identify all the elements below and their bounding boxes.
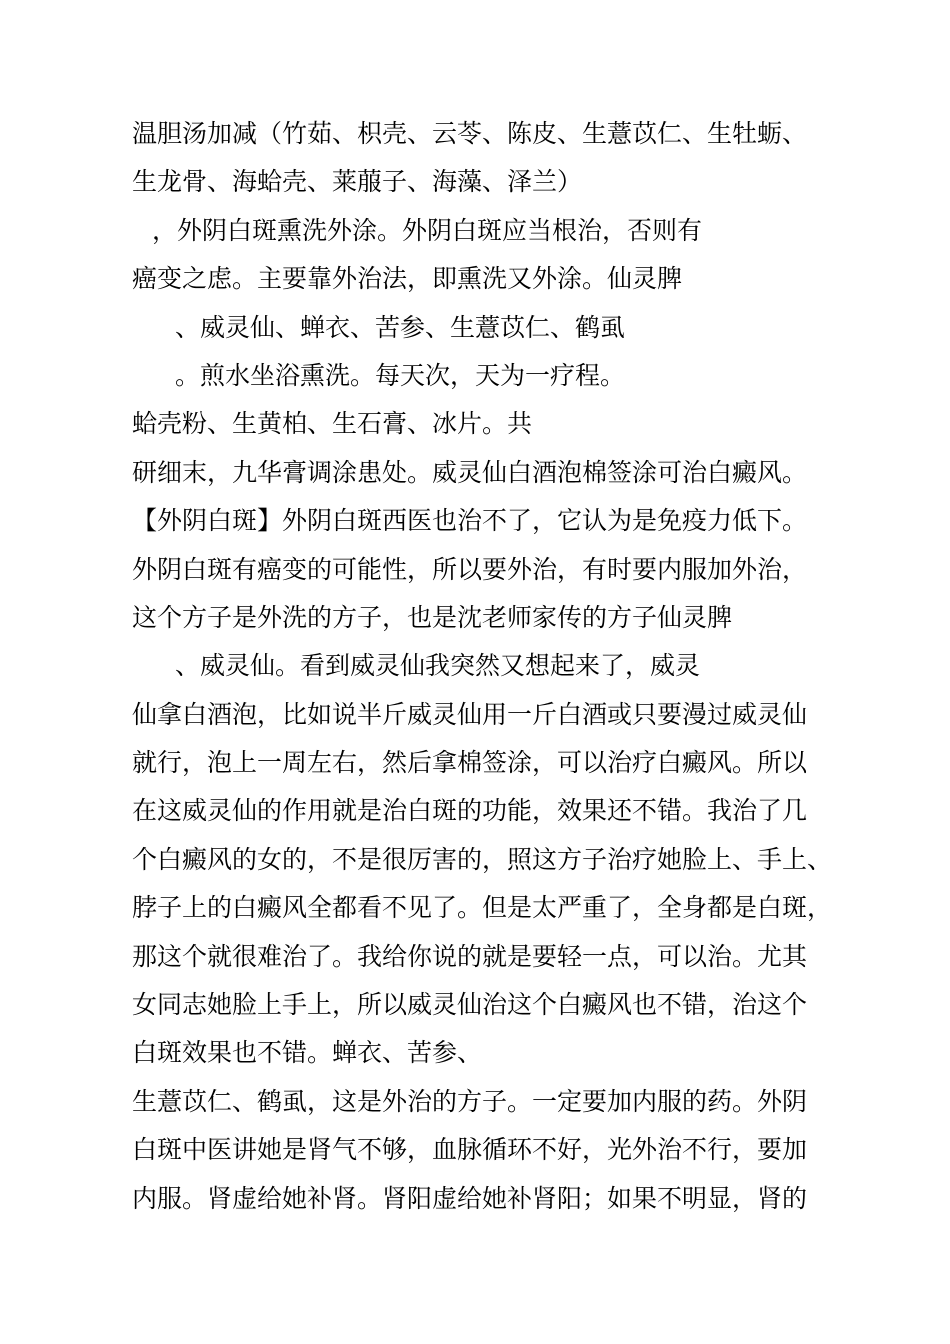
text-line: ，外阴白斑熏洗外涂。外阴白斑应当根治，否则有 [152, 215, 703, 245]
text-line: 那这个就很难治了。我给你说的就是要轻一点，可以治。尤其 [132, 941, 808, 971]
text-line: 仙拿白酒泡，比如说半斤威灵仙用一斤白酒或只要漫过威灵仙 [132, 699, 808, 729]
text-line: 内服。肾虚给她补肾。肾阳虚给她补肾阳；如果不明显，肾的 [132, 1183, 808, 1213]
text-line: 研细末，九华膏调涂患处。威灵仙白酒泡棉签涂可治白癜风。 [132, 457, 808, 487]
text-line: 外阴白斑有癌变的可能性，所以要外治，有时要内服加外治， [132, 554, 808, 584]
text-line: 女同志她脸上手上，所以威灵仙治这个白癜风也不错，治这个 [132, 990, 808, 1020]
text-line: 、威灵仙、蝉衣、苦参、生薏苡仁、鹤虱 [175, 312, 626, 342]
text-line: 生薏苡仁、鹤虱，这是外治的方子。一定要加内服的药。外阴 [132, 1086, 808, 1116]
text-line: 在这威灵仙的作用就是治白斑的功能，效果还不错。我治了几 [132, 796, 808, 826]
text-line: 白斑效果也不错。蝉衣、苦参、 [132, 1038, 483, 1068]
text-line: 这个方子是外洗的方子，也是沈老师家传的方子仙灵脾 [132, 602, 733, 632]
body-text [132, 110, 852, 1223]
text-line: 生龙骨、海蛤壳、莱菔子、海藻、泽兰） [132, 167, 583, 197]
text-line: 脖子上的白癜风全都看不见了。但是太严重了，全身都是白斑， [132, 893, 833, 923]
text-line: 温胆汤加减（竹茹、枳壳、云苓、陈皮、生薏苡仁、生牡蛎、 [132, 119, 808, 148]
text-line: 就行，泡上一周左右，然后拿棉签涂，可以治疗白癜风。所以 [132, 748, 808, 778]
text-line: 【外阴白斑】外阴白斑西医也治不了，它认为是免疫力低下。 [132, 506, 808, 536]
text-line: 个白癜风的女的，不是很厉害的，照这方子治疗她脸上、手上、 [132, 844, 833, 874]
text-line: 、威灵仙。看到威灵仙我突然又想起来了，威灵 [175, 651, 701, 681]
text-line: 白斑中医讲她是肾气不够，血脉循环不好，光外治不行，要加 [132, 1135, 808, 1165]
text-line: 蛤壳粉、生黄柏、生石膏、冰片。共 [132, 409, 533, 439]
text-line: 。煎水坐浴熏洗。每天次，天为一疗程。 [175, 360, 626, 390]
text-line: 癌变之虑。主要靠外治法，即熏洗又外涂。仙灵脾 [132, 264, 683, 294]
